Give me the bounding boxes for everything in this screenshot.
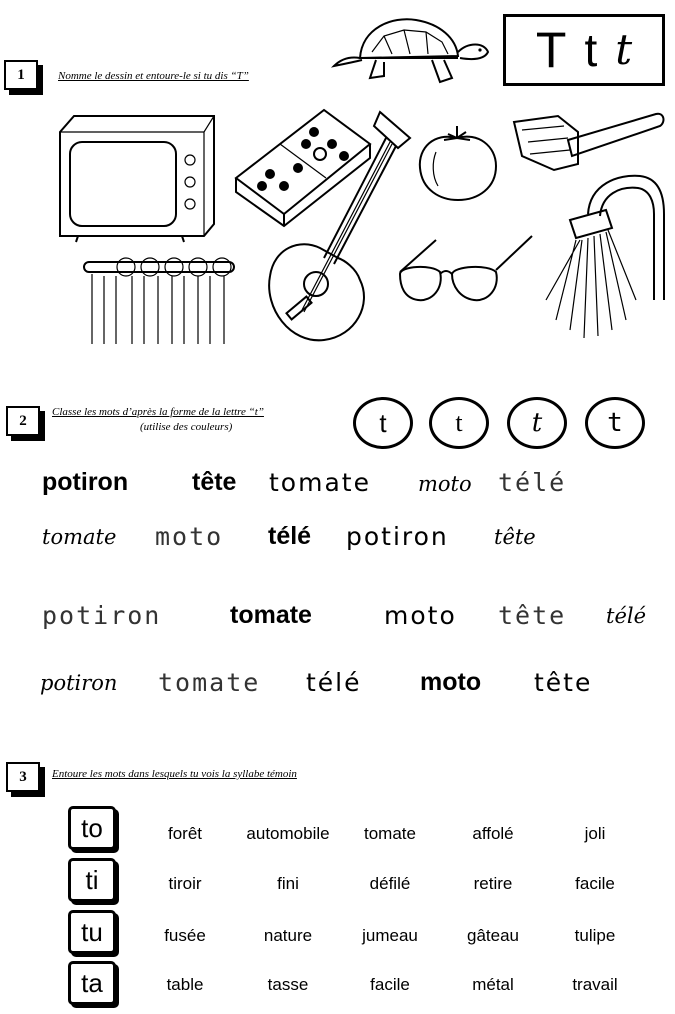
letter-form-oval-outline[interactable]: t xyxy=(585,397,645,449)
syllable-box: to xyxy=(68,806,116,850)
word[interactable]: tomate xyxy=(230,601,312,629)
glasses-icon[interactable] xyxy=(396,232,536,312)
letter-box xyxy=(503,14,665,86)
word[interactable]: nature xyxy=(263,926,313,945)
word[interactable]: potiron xyxy=(40,671,118,695)
word[interactable]: tasse xyxy=(267,975,309,994)
word[interactable]: jumeau xyxy=(362,926,418,945)
word[interactable]: télé xyxy=(306,668,362,697)
word[interactable]: forêt xyxy=(167,824,203,843)
word[interactable]: tulipe xyxy=(574,926,616,945)
word[interactable]: tête xyxy=(534,668,593,697)
letter-lowercase: t xyxy=(584,24,598,76)
word[interactable]: automobile xyxy=(246,824,330,843)
word[interactable]: tomate xyxy=(269,468,371,497)
tomato-icon[interactable] xyxy=(414,122,500,202)
word[interactable]: facile xyxy=(370,975,410,994)
word[interactable]: retire xyxy=(473,874,513,893)
word[interactable]: télé xyxy=(498,468,567,497)
television-icon[interactable] xyxy=(54,112,220,244)
word[interactable]: défilé xyxy=(369,874,411,893)
word[interactable]: fusée xyxy=(164,926,206,945)
curtain-icon[interactable] xyxy=(82,254,242,346)
letter-form-oval-print[interactable]: t xyxy=(353,397,413,449)
word[interactable]: tiroir xyxy=(168,874,202,893)
letter-form-oval-cursive[interactable]: t xyxy=(507,397,567,449)
word[interactable]: tête xyxy=(498,601,567,630)
word[interactable]: potiron xyxy=(346,522,449,551)
letter-cursive: t xyxy=(615,25,633,74)
word[interactable]: gâteau xyxy=(467,926,519,945)
section-2-instruction: Classe les mots d’après la forme de la lettre “t” xyxy=(52,406,264,418)
letter-capital: T xyxy=(535,22,567,78)
word[interactable]: tomate xyxy=(158,668,261,697)
word[interactable]: fini xyxy=(277,874,299,893)
word[interactable]: moto xyxy=(420,668,482,696)
word[interactable]: tomate xyxy=(364,824,416,843)
word[interactable]: moto xyxy=(384,601,457,630)
word[interactable]: télé xyxy=(606,604,647,628)
hammer-icon[interactable] xyxy=(508,106,666,174)
shower-icon[interactable] xyxy=(540,170,670,342)
word[interactable]: facile xyxy=(575,874,615,893)
section-1-instruction: Nomme le dessin et entoure-le si tu dis “T” xyxy=(58,70,249,82)
section-3-number: 3 xyxy=(6,762,40,792)
word[interactable]: tête xyxy=(192,468,237,496)
word[interactable]: métal xyxy=(472,975,514,994)
section-3-instruction: Entoure les mots dans lesquels tu vois la syllabe témoin xyxy=(52,768,297,780)
syllable-box: ta xyxy=(68,961,116,1005)
word[interactable]: potiron xyxy=(42,601,162,630)
word[interactable]: affolé xyxy=(472,824,514,843)
section-2-instruction-sub: (utilise des couleurs) xyxy=(140,421,233,433)
word[interactable]: moto xyxy=(155,522,224,551)
letter-form-oval-script[interactable]: t xyxy=(429,397,489,449)
section-1-number: 1 xyxy=(4,60,38,90)
word[interactable]: tomate xyxy=(42,525,117,549)
word[interactable]: tête xyxy=(494,525,536,549)
syllable-box: tu xyxy=(68,910,116,954)
word[interactable]: table xyxy=(166,975,204,994)
word[interactable]: joli xyxy=(584,824,606,843)
word[interactable]: potiron xyxy=(42,468,129,496)
word[interactable]: moto xyxy=(418,472,472,496)
section-2-number: 2 xyxy=(6,406,40,436)
syllable-box: ti xyxy=(68,858,116,902)
turtle-icon[interactable] xyxy=(332,12,492,90)
word[interactable]: télé xyxy=(268,522,312,550)
word[interactable]: travail xyxy=(572,975,618,994)
